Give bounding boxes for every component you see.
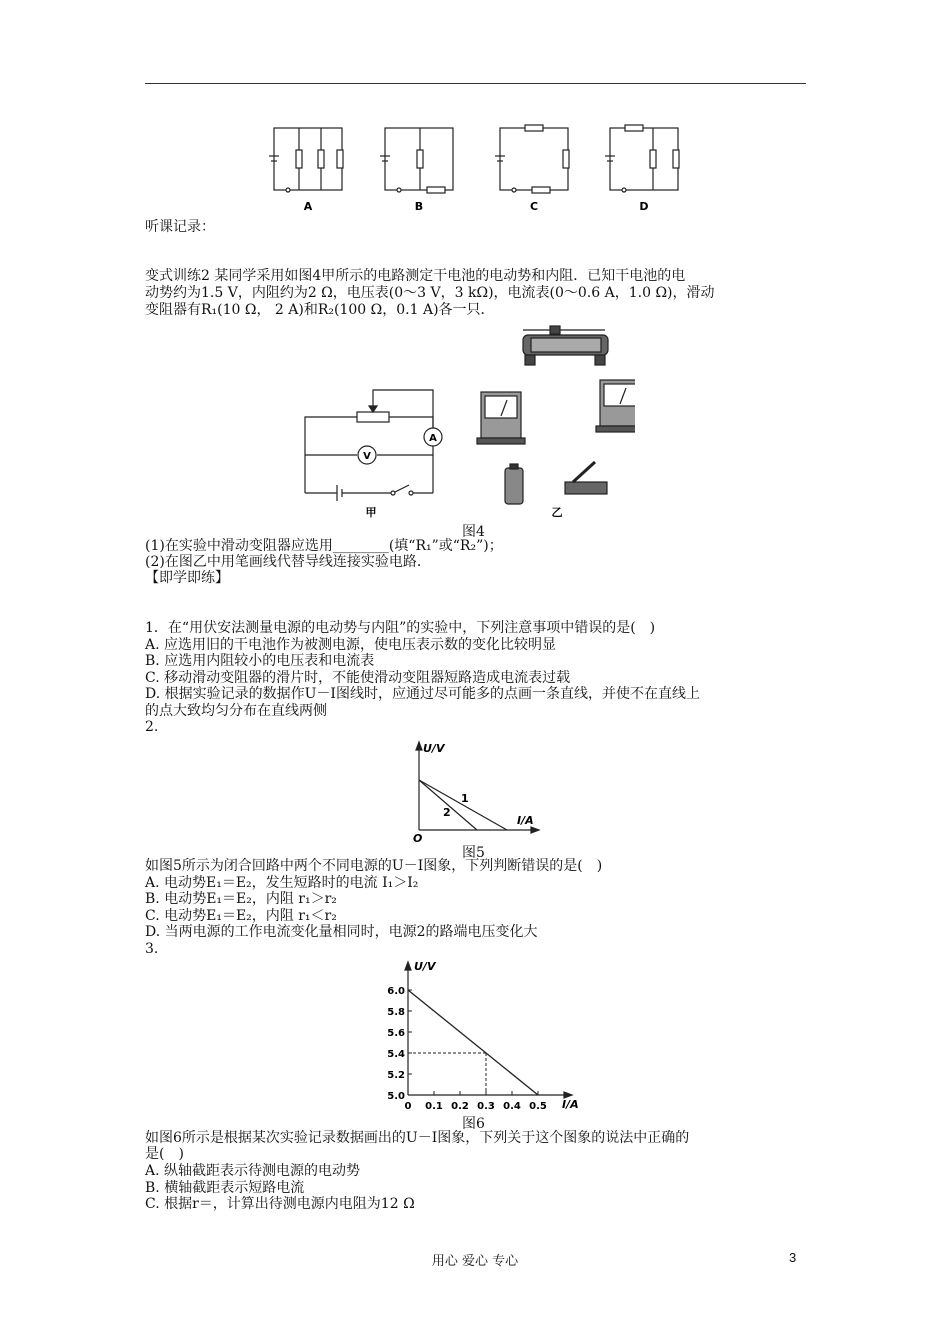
figure-5-origin: O (413, 832, 423, 844)
p1-stem: 1．在“用伏安法测量电源的电动势与内阻”的实验中，下列注意事项中错误的是( ) (145, 620, 656, 636)
p1-option-d: D. 根据实验记录的数据作U－I图线时，应通过尽可能多的点画一条直线，并使不在直线上 (145, 686, 700, 702)
figure-5-line1-label: 1 (461, 792, 469, 805)
voltmeter-symbol: V (363, 451, 371, 462)
y-tick-label: 5.0 (387, 1091, 405, 1102)
circuit-label-b: B (414, 200, 424, 213)
p1-option-a: A. 应选用旧的干电池作为被测电源，使电压表示数的变化比较明显 (145, 637, 557, 653)
figure-5-line2-label: 2 (443, 806, 451, 819)
p3-option-a: A. 纵轴截距表示待测电源的电动势 (145, 1163, 361, 1179)
p2-number: 2. (145, 719, 159, 735)
ex2-line-3: 变阻器有R₁(10 Ω， 2 A)和R₂(100 Ω，0.1 A)各一只． (145, 302, 495, 318)
circuit-label-d: D (639, 200, 649, 213)
figure-5-chart (405, 740, 555, 844)
p2-stem: 如图5所示为闭合回路中两个不同电源的U－I图象，下列判断错误的是( ) (145, 858, 603, 874)
circuit-label-c: C (529, 200, 539, 213)
circuit-d (605, 125, 679, 192)
circuit-a (269, 128, 343, 192)
circuit-label-a: A (303, 200, 313, 213)
header-rule (145, 83, 806, 84)
x-tick-label: 0.5 (529, 1101, 547, 1112)
p3-stem-line-1: 如图6所示是根据某次实验记录数据画出的U－I图象，下列关于这个图象的说法中正确的 (145, 1130, 690, 1146)
x-tick-label: 0.1 (425, 1101, 443, 1112)
ex2-question-2: (2)在图乙中用笔画线代替导线连接实验电路． (145, 554, 431, 570)
ex2-line-1: 变式训练2 某同学采用如图4甲所示的电路测定干电池的电动势和内阻．已知干电池的电 (145, 268, 686, 284)
section-heading: 【即学即练】 (145, 570, 229, 586)
p2-option-b: B. 电动势E₁＝E₂，内阻 r₁＞r₂ (145, 891, 337, 907)
footer-text: 用心 爱心 专心 (431, 1254, 519, 1269)
figure-6-caption: 图6 (462, 1116, 485, 1132)
ex2-question-1: (1)在实验中滑动变阻器应选用________(填“R₁”或“R₂”)； (145, 538, 503, 554)
y-tick-label: 5.6 (387, 1028, 405, 1039)
figure-4-left-label: 甲 (365, 506, 377, 519)
figure-6-ylabel: U/V (414, 960, 436, 973)
figure-5-caption: 图5 (462, 845, 485, 861)
p2-option-d: D. 当两电源的工作电流变化量相同时，电源2的路端电压变化大 (145, 924, 538, 940)
y-tick-label: 5.2 (387, 1070, 405, 1081)
p3-number: 3. (145, 941, 159, 957)
p2-option-a: A. 电动势E₁＝E₂，发生短路时的电流 I₁＞I₂ (145, 875, 419, 891)
figure-5-ylabel: U/V (423, 742, 445, 755)
p3-option-b: B. 横轴截距表示短路电流 (145, 1180, 305, 1196)
x-tick-label: 0.2 (451, 1101, 469, 1112)
figure-6-chart (370, 958, 590, 1116)
figure-4-right-label: 乙 (551, 506, 563, 519)
series-line (408, 990, 538, 1095)
ex2-line-2: 动势约为1.5 V，内阻约为2 Ω，电压表(0～3 V，3 kΩ)，电流表(0～0.6 A，1.0 Ω)，滑动 (145, 285, 715, 301)
page-number: 3 (789, 1250, 797, 1265)
y-tick-label: 6.0 (387, 986, 405, 997)
p3-stem-line-2: 是( ) (145, 1146, 184, 1162)
y-tick-label: 5.4 (387, 1049, 405, 1060)
notes-label: 听课记录： (145, 219, 215, 235)
x-tick-label: 0 (404, 1101, 412, 1112)
figure-6-xlabel: I/A (562, 1098, 579, 1111)
p1-option-b: B. 应选用内阻较小的电压表和电流表 (145, 653, 375, 669)
p1-option-c: C. 移动滑动变阻器的滑片时，不能使滑动变阻器短路造成电流表过载 (145, 670, 571, 686)
y-axis-arrow (405, 962, 411, 970)
figure-4-caption: 图4 (462, 524, 485, 540)
figure-5-xlabel: I/A (517, 814, 534, 827)
y-tick-label: 5.8 (387, 1007, 405, 1018)
x-tick-label: 0.4 (503, 1101, 521, 1112)
circuit-c (495, 125, 569, 193)
x-tick-label: 0.3 (477, 1101, 495, 1112)
ammeter-symbol: A (429, 433, 437, 444)
p3-option-c: C. 根据r＝，计算出待测电源内电阻为12 Ω (145, 1196, 415, 1212)
circuit-b (380, 128, 453, 193)
option-circuits-figure (260, 122, 700, 214)
figure-4 (295, 320, 635, 520)
p2-option-c: C. 电动势E₁＝E₂，内阻 r₁＜r₂ (145, 908, 337, 924)
p1-option-d-cont: 的点大致均匀分布在直线两侧 (145, 703, 327, 719)
